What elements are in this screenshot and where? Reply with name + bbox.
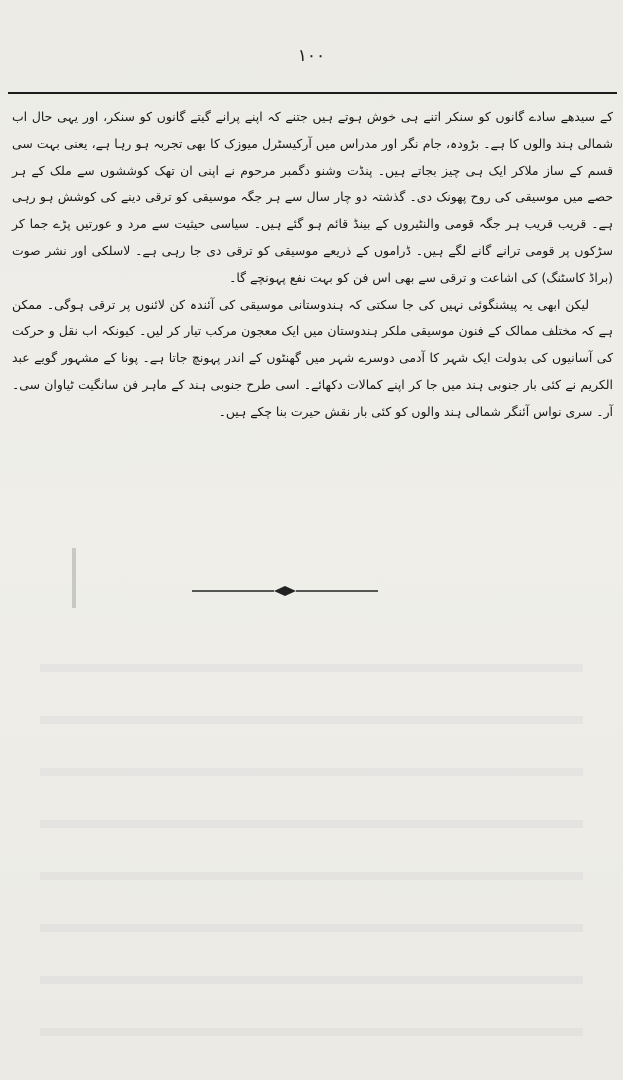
show-through-text [40, 620, 583, 1040]
section-divider-ornament [190, 584, 380, 598]
paragraph-2: لیکن ابھی یہ پیشنگوئی نہیں کی جا سکتی کہ ہندوستانی موسیقی کی آئندہ کن لائنوں پر ترقی ہوگی۔ ممکن ہے کہ مختلف ممالک کے فنون موسیقی ملکر ہندوستان میں ایک معجون مرکب تیار کر لیں۔ کیونکہ اب نقل و حرکت کی آسانیوں کی بدولت ایک شہر کا آدمی دوسرے شہر میں گھنٹوں کے اندر پہونچ جاتا ہے۔ پونا کے مشہور گویے عبد الکریم نے کئی بار جنوبی ہند میں جا کر اپنے کمالات دکھائے۔ اسی طرح جنوبی ہند کے ماہر فن سانگیت ٹیاوان سی۔ آر۔ سری نواس آئنگر شمالی ہند والوں کو کئی بار نقش حیرت بنا چکے ہیں۔ [12, 296, 613, 419]
page-number: ۱۰۰ [297, 46, 326, 66]
header-rule [8, 92, 617, 94]
paragraph-1: کے سیدھے سادے گانوں کو سنکر اتنے ہی خوش ہوتے ہیں جتنے کہ اپنے پرانے گیتے گانوں کو سنکر، اور یہی حال اب شمالی ہند والوں کا ہے۔ بڑودہ، جام نگر اور مدراس میں آرکیسٹرل میوزک کا بھی تجربہ ہو رہا ہے، یعنی بہت سی قسم کے ساز ملاکر ایک ہی چیز بجاتے ہیں۔ پنڈت وشنو دگمبر مرحوم نے اپنی ان تھک کوششوں سے ملک کے ہر حصے میں موسیقی کی روح پھونک دی۔ گذشتہ دو چار سال سے ہر جگہ موسیقی کو ترقی دینے کی کوشش ہو رہی ہے۔ قریب قریب ہر جگہ قومی والنٹیروں کے بینڈ قائم ہو گئے ہیں۔ سیاسی حیثیت سے مرد و عورتیں پڑے جما کر سڑکوں پر قومی ترانے گانے لگے ہیں۔ ڈراموں کے ذریعے موسیقی کو ترقی دی جا رہی ہے۔ لاسلکی اور نشر صوت (براڈ کاسٹنگ) کی اشاعت و ترقی سے بھی اس فن کو بہت نفع پہونچے گا۔ [12, 109, 613, 285]
pencil-mark [72, 548, 76, 608]
body-text [12, 104, 613, 426]
